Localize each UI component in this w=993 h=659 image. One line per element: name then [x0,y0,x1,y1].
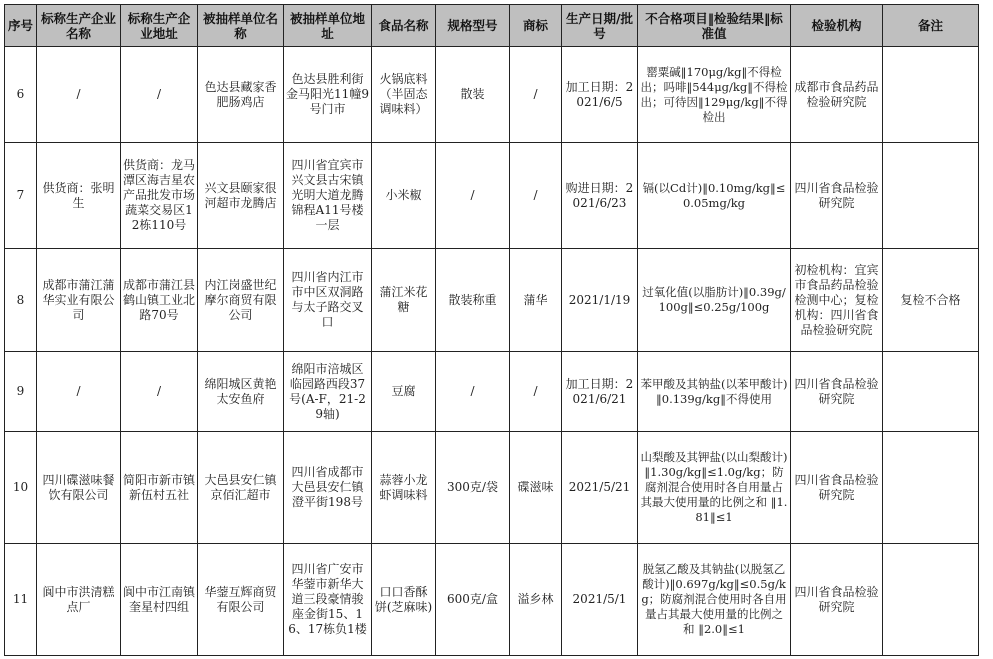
cell-seq: 7 [5,143,37,249]
table-row [5,143,979,249]
cell-brand: 溢乡林 [510,544,562,656]
cell-remarks [883,432,979,544]
cell-brand: / [510,143,562,249]
cell-producer-address: / [121,47,198,143]
header-spec: 规格型号 [436,5,510,47]
cell-producer-address: 供货商：龙马潭区海吉星农产品批发市场蔬菜交易区12栋110号 [121,143,198,249]
cell-sampled-unit-name: 内江岗盛世纪摩尔商贸有限公司 [198,249,284,352]
cell-food-name: 蒜蓉小龙虾调味料 [372,432,436,544]
cell-food-name: 豆腐 [372,352,436,432]
cell-brand: / [510,47,562,143]
cell-brand: 碟滋味 [510,432,562,544]
header-sampled-unit-address: 被抽样单位地址 [284,5,372,47]
cell-food-name: 蒲江米花糖 [372,249,436,352]
cell-sampled-unit-name: 兴文县颐家很河超市龙腾店 [198,143,284,249]
cell-failed-items: 过氧化值(以脂肪计)‖0.39g/100g‖≤0.25g/100g [638,249,791,352]
cell-sampled-unit-name: 色达县藏家香肥肠鸡店 [198,47,284,143]
cell-failed-items: 苯甲酸及其钠盐(以苯甲酸计)‖0.139g/kg‖不得使用 [638,352,791,432]
cell-seq: 11 [5,544,37,656]
cell-failed-items: 山梨酸及其钾盐(以山梨酸计)‖1.30g/kg‖≤1.0g/kg；防腐剂混合使用时各自用量占其最大使用量的比例之和 ‖1.81‖≤1 [638,432,791,544]
cell-producer-name: / [37,352,121,432]
cell-spec: / [436,352,510,432]
cell-producer-name: 阆中市洪清糕点厂 [37,544,121,656]
cell-failed-items: 罂粟碱‖170μg/kg‖不得检出；吗啡‖544μg/kg‖不得检出；可待因‖129μg/kg‖不得检出 [638,47,791,143]
header-seq: 序号 [5,5,37,47]
header-failed-items: 不合格项目‖检验结果‖标准值 [638,5,791,47]
header-production-date: 生产日期/批号 [562,5,638,47]
cell-remarks [883,544,979,656]
inspection-results-table [4,4,979,656]
cell-spec: / [436,143,510,249]
header-food-name: 食品名称 [372,5,436,47]
table-row [5,352,979,432]
cell-sampled-unit-address: 四川省宜宾市兴文县古宋镇光明大道龙腾锦程A11号楼一层 [284,143,372,249]
header-inspection-agency: 检验机构 [791,5,883,47]
cell-producer-name: / [37,47,121,143]
cell-inspection-agency: 成都市食品药品检验研究院 [791,47,883,143]
header-producer-name: 标称生产企业名称 [37,5,121,47]
cell-spec: 600克/盒 [436,544,510,656]
cell-brand: / [510,352,562,432]
cell-production-date: 购进日期：2021/6/23 [562,143,638,249]
cell-producer-address: 阆中市江南镇奎星村四组 [121,544,198,656]
cell-spec: 300克/袋 [436,432,510,544]
table-row [5,432,979,544]
cell-seq: 8 [5,249,37,352]
cell-seq: 6 [5,47,37,143]
header-remarks: 备注 [883,5,979,47]
cell-remarks: 复检不合格 [883,249,979,352]
table-header-row [5,5,979,47]
table-row [5,47,979,143]
cell-inspection-agency: 四川省食品检验研究院 [791,544,883,656]
cell-seq: 9 [5,352,37,432]
cell-food-name: 火锅底料（半固态调味料） [372,47,436,143]
cell-spec: 散装 [436,47,510,143]
cell-sampled-unit-address: 色达县胜利街金马阳光11幢9号门市 [284,47,372,143]
cell-production-date: 加工日期：2021/6/21 [562,352,638,432]
cell-producer-name: 四川碟滋味餐饮有限公司 [37,432,121,544]
cell-remarks [883,352,979,432]
cell-remarks [883,143,979,249]
cell-production-date: 2021/1/19 [562,249,638,352]
cell-sampled-unit-address: 绵阳市涪城区临园路西段37号(A-F，21-29轴) [284,352,372,432]
cell-remarks [883,47,979,143]
cell-brand: 蒲华 [510,249,562,352]
cell-sampled-unit-address: 四川省广安市华蓥市新华大道三段豪情骏座金街15、16、17栋负1楼 [284,544,372,656]
cell-inspection-agency: 初检机构：宜宾市食品药品检验检测中心；复检机构：四川省食品检验研究院 [791,249,883,352]
cell-sampled-unit-address: 四川省成都市大邑县安仁镇澄平街198号 [284,432,372,544]
cell-inspection-agency: 四川省食品检验研究院 [791,432,883,544]
cell-production-date: 2021/5/21 [562,432,638,544]
cell-failed-items: 脱氢乙酸及其钠盐(以脱氢乙酸计)‖0.697g/kg‖≤0.5g/kg；防腐剂混合使用时各自用量占其最大使用量的比例之和 ‖2.0‖≤1 [638,544,791,656]
cell-inspection-agency: 四川省食品检验研究院 [791,143,883,249]
cell-producer-address: / [121,352,198,432]
header-brand: 商标 [510,5,562,47]
cell-producer-address: 成都市蒲江县鹤山镇工业北路70号 [121,249,198,352]
cell-spec: 散装称重 [436,249,510,352]
cell-production-date: 2021/5/1 [562,544,638,656]
cell-sampled-unit-name: 华蓥互辉商贸有限公司 [198,544,284,656]
cell-inspection-agency: 四川省食品检验研究院 [791,352,883,432]
header-producer-address: 标称生产企业地址 [121,5,198,47]
cell-sampled-unit-address: 四川省内江市市中区双洞路与太子路交叉口 [284,249,372,352]
header-sampled-unit-name: 被抽样单位名称 [198,5,284,47]
cell-producer-name: 供货商：张明生 [37,143,121,249]
cell-production-date: 加工日期：2021/6/5 [562,47,638,143]
cell-failed-items: 镉(以Cd计)‖0.10mg/kg‖≤0.05mg/kg [638,143,791,249]
cell-sampled-unit-name: 绵阳城区黄艳太安鱼府 [198,352,284,432]
table-row [5,544,979,656]
cell-food-name: 口口香酥饼(芝麻味) [372,544,436,656]
inspection-results-sheet [4,4,979,656]
table-row [5,249,979,352]
cell-seq: 10 [5,432,37,544]
cell-producer-address: 简阳市新市镇新伍村五社 [121,432,198,544]
cell-sampled-unit-name: 大邑县安仁镇京佰汇超市 [198,432,284,544]
cell-producer-name: 成都市蒲江蒲华实业有限公司 [37,249,121,352]
cell-food-name: 小米椒 [372,143,436,249]
